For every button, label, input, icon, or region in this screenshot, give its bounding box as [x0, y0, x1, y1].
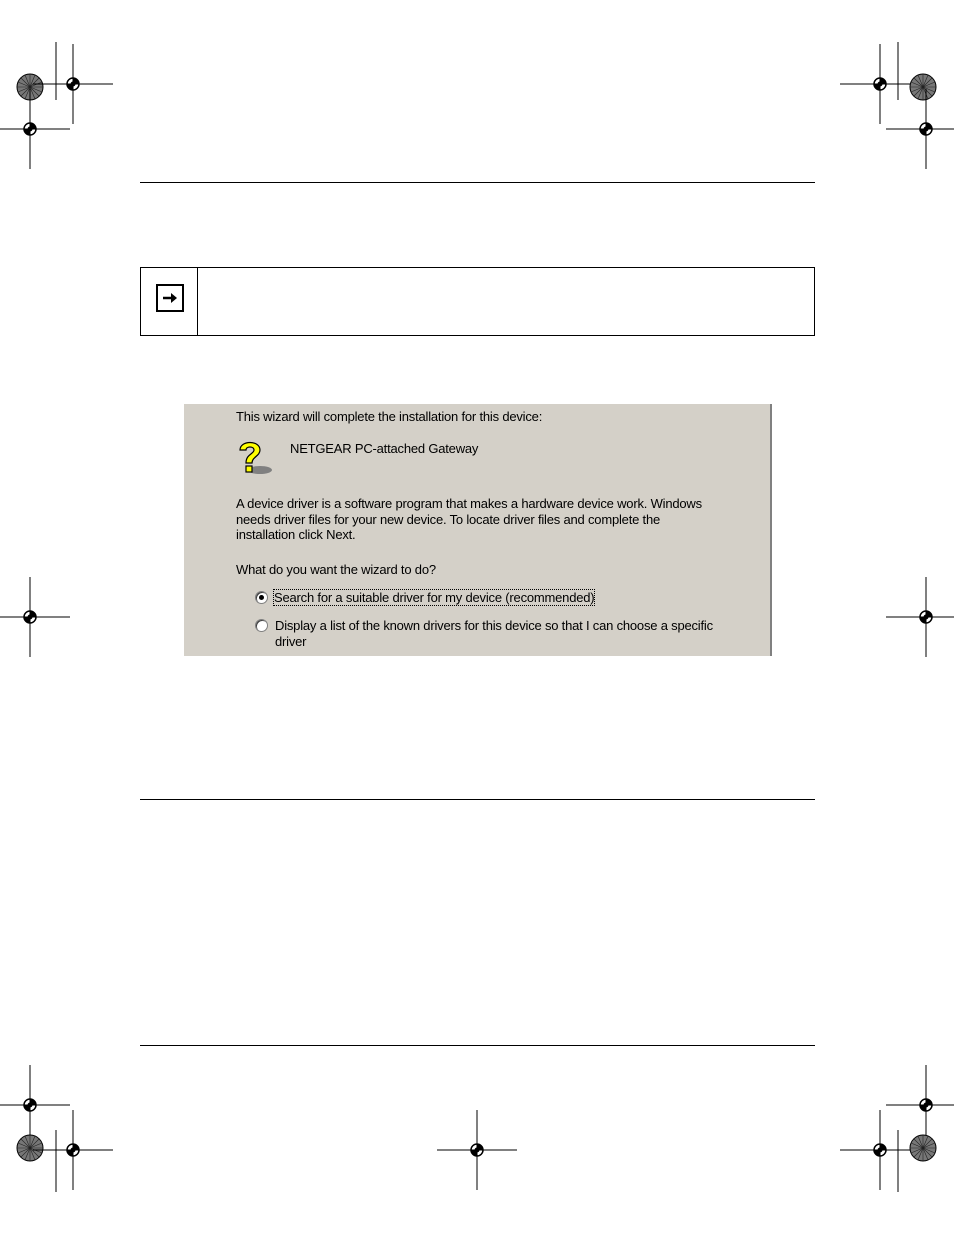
header-rule	[140, 182, 815, 183]
note-divider	[197, 268, 198, 335]
section-rule	[140, 799, 815, 800]
found-new-hardware-wizard-panel	[184, 404, 772, 656]
wizard-question: What do you want the wizard to do?	[236, 562, 436, 577]
note-box	[140, 267, 815, 336]
unknown-device-question-icon	[234, 438, 276, 483]
search-driver-radio[interactable]	[255, 591, 268, 604]
search-driver-option-label[interactable]: Search for a suitable driver for my device (recommended)	[274, 590, 595, 605]
footer-rule	[140, 1045, 815, 1046]
display-drivers-option-label-line-1[interactable]: Display a list of the known drivers for this device so that I can choose a specific	[275, 618, 713, 633]
device-name: NETGEAR PC-attached Gateway	[290, 441, 479, 456]
description-line-2: needs driver files for your new device. To locate driver files and complete the	[236, 512, 661, 527]
wizard-intro-text: This wizard will complete the installation for this device:	[236, 409, 543, 424]
arrow-right-icon	[156, 284, 184, 312]
description-line-3: installation click Next.	[236, 527, 356, 542]
radio-selected-dot	[259, 595, 264, 600]
display-drivers-option-label-line-2[interactable]: driver	[275, 634, 307, 649]
description-line-1: A device driver is a software program that makes a hardware device work. Windows	[236, 496, 702, 511]
display-drivers-radio[interactable]	[255, 619, 268, 632]
